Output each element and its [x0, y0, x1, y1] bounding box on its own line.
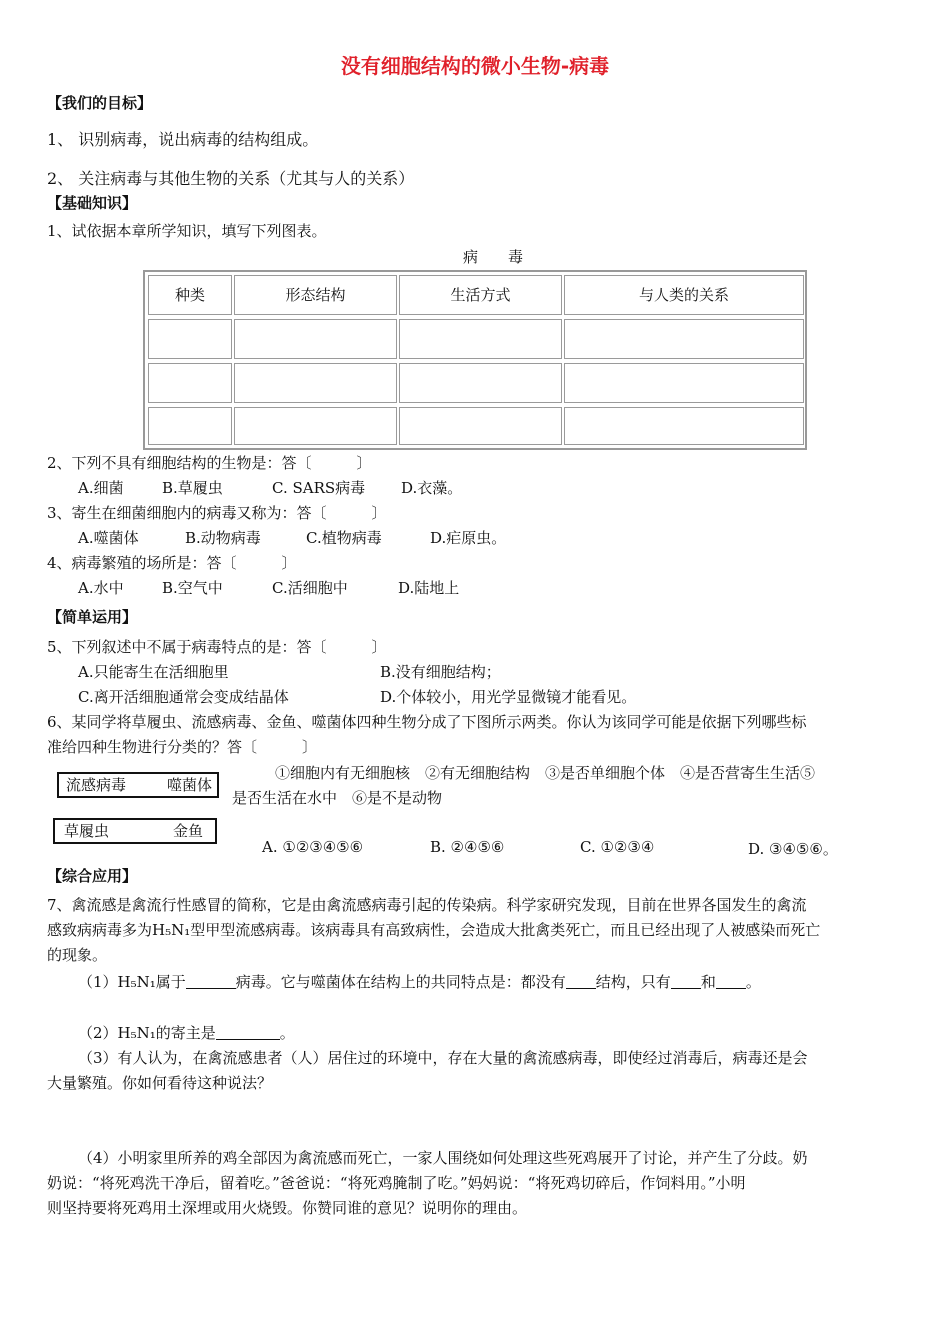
q3-option-c[interactable]: C.植物病毒 — [306, 529, 382, 547]
q6-option-c[interactable]: C. ①②③④ — [580, 838, 655, 856]
table-cell[interactable] — [234, 407, 397, 445]
q5-option-c[interactable]: C.离开活细胞通常会变成结晶体 — [78, 688, 289, 706]
classification-box-viruses — [57, 772, 219, 798]
q6-stem-line1: 6、某同学将草履虫、流感病毒、金鱼、噬菌体四种生物分成了下图所示两类。你认为该同学可能是依据下列哪些标 — [47, 713, 807, 731]
section-simple-heading: 【简单运用】 — [47, 608, 138, 626]
q5-stem: 5、下列叙述中不属于病毒特点的是：答〔 〕 — [47, 638, 387, 656]
box-label-goldfish: 金鱼 — [173, 822, 204, 840]
q4-option-b[interactable]: B.空气中 — [162, 579, 223, 597]
answer-blank-virus-type[interactable] — [186, 974, 236, 989]
q6-option-b[interactable]: B. ②④⑤⑥ — [430, 838, 505, 856]
q3-stem: 3、寄生在细菌细胞内的病毒又称为：答〔 〕 — [47, 504, 387, 522]
q6-criteria-line1: ①细胞内有无细胞核 ②有无细胞结构 ③是否单细胞个体 ④是否营寄生生活⑤ — [275, 764, 816, 782]
table-cell[interactable] — [148, 319, 232, 359]
q5-option-d[interactable]: D.个体较小，用光学显微镜才能看见。 — [380, 688, 637, 706]
table-header-structure: 形态结构 — [234, 275, 397, 315]
table-caption: 病 毒 — [463, 248, 524, 266]
q7-sub1 — [78, 971, 761, 992]
q7-intro-line3: 的现象。 — [47, 946, 108, 964]
q6-option-a[interactable]: A. ①②③④⑤⑥ — [262, 838, 364, 856]
box-label-phage: 噬菌体 — [167, 776, 213, 794]
table-cell[interactable] — [148, 363, 232, 403]
section-basic-heading: 【基础知识】 — [47, 194, 138, 212]
q7-sub4-line3: 则坚持要将死鸡用土深埋或用火烧毁。你赞同谁的意见？说明你的理由。 — [47, 1199, 528, 1217]
q3-option-a[interactable]: A.噬菌体 — [78, 529, 139, 547]
q6-option-d[interactable]: D. ③④⑤⑥。 — [748, 840, 838, 858]
table-cell[interactable] — [148, 407, 232, 445]
q7-sub4-line1: （4）小明家里所养的鸡全部因为禽流感而死亡，一家人围绕如何处理这些死鸡展开了讨论，并产生了分歧。奶 — [78, 1149, 808, 1167]
classification-box-animals — [53, 818, 217, 844]
q2-option-a[interactable]: A.细菌 — [78, 479, 124, 497]
q7-intro-line2: 感致病病毒多为H₅N₁型甲型流感病毒。该病毒具有高致病性，会造成大批禽类死亡，而且已经出现了人被感染而死亡 — [47, 921, 821, 939]
table-cell[interactable] — [234, 363, 397, 403]
virus-table — [143, 270, 807, 450]
q7-sub3-line2: 大量繁殖。你如何看待这种说法？ — [47, 1074, 273, 1092]
q7-sub1-text-c: 结构，只有 — [595, 973, 671, 991]
answer-blank-structure[interactable] — [566, 974, 596, 989]
section-comprehensive-heading: 【综合应用】 — [47, 867, 138, 885]
q6-stem-line2: 准给四种生物进行分类的？答〔 〕 — [47, 738, 318, 756]
table-cell[interactable] — [399, 407, 562, 445]
table-cell[interactable] — [564, 319, 804, 359]
answer-blank-host[interactable] — [216, 1025, 280, 1040]
q2-option-d[interactable]: D.衣藻。 — [401, 479, 463, 497]
q7-sub4-line2: 奶说：“将死鸡洗干净后，留着吃。”爸爸说：“将死鸡腌制了吃。”妈妈说：“将死鸡切碎后，作饲料用。”小明 — [47, 1174, 746, 1192]
section-goals-heading: 【我们的目标】 — [47, 94, 153, 112]
box-label-flu-virus: 流感病毒 — [66, 776, 127, 794]
table-cell[interactable] — [564, 363, 804, 403]
table-cell[interactable] — [399, 319, 562, 359]
table-cell[interactable] — [234, 319, 397, 359]
q5-option-b[interactable]: B.没有细胞结构； — [380, 663, 501, 681]
q1-text: 1、试依据本章所学知识，填写下列图表。 — [47, 222, 327, 240]
q2-option-b[interactable]: B.草履虫 — [162, 479, 223, 497]
table-cell[interactable] — [399, 363, 562, 403]
q5-option-a[interactable]: A.只能寄生在活细胞里 — [78, 663, 229, 681]
table-cell[interactable] — [564, 407, 804, 445]
q7-sub2-text-b: 。 — [279, 1024, 295, 1042]
q4-stem: 4、病毒繁殖的场所是：答〔 〕 — [47, 554, 297, 572]
q7-sub2-text-a: （2）H₅N₁的寄主是 — [78, 1024, 216, 1042]
q7-sub1-text-b: 病毒。它与噬菌体在结构上的共同特点是：都没有 — [235, 973, 566, 991]
goal-item-1: 1、 识别病毒，说出病毒的结构组成。 — [47, 130, 319, 149]
q7-intro-line1: 7、禽流感是禽流行性感冒的简称，它是由禽流感病毒引起的传染病。科学家研究发现，目前在世界各国发生的禽流 — [47, 896, 807, 914]
q4-option-a[interactable]: A.水中 — [78, 579, 124, 597]
answer-blank-part2[interactable] — [716, 974, 746, 989]
table-header-type: 种类 — [148, 275, 232, 315]
q2-stem: 2、下列不具有细胞结构的生物是：答〔 〕 — [47, 454, 372, 472]
q4-option-d[interactable]: D.陆地上 — [398, 579, 460, 597]
q6-criteria-line2: 是否生活在水中 ⑥是不是动物 — [232, 789, 443, 807]
q7-sub1-text-e: 。 — [745, 973, 761, 991]
q4-option-c[interactable]: C.活细胞中 — [272, 579, 348, 597]
table-header-lifestyle: 生活方式 — [399, 275, 562, 315]
table-header-relation: 与人类的关系 — [564, 275, 804, 315]
goal-item-2: 2、 关注病毒与其他生物的关系（尤其与人的关系） — [47, 169, 415, 188]
box-label-paramecium: 草履虫 — [64, 822, 110, 840]
q2-option-c[interactable]: C. SARS病毒 — [272, 479, 366, 497]
q7-sub2 — [78, 1022, 295, 1043]
q3-option-b[interactable]: B.动物病毒 — [185, 529, 261, 547]
q3-option-d[interactable]: D.疟原虫。 — [430, 529, 507, 547]
q7-sub3-line1: （3）有人认为，在禽流感患者（人）居住过的环境中，存在大量的禽流感病毒，即使经过消毒后，病毒还是会 — [78, 1049, 808, 1067]
q7-sub1-text-a: （1）H₅N₁属于 — [78, 973, 186, 991]
page-title: 没有细胞结构的微小生物-病毒 — [340, 54, 610, 78]
q7-sub1-text-d: 和 — [700, 973, 716, 991]
answer-blank-part1[interactable] — [671, 974, 701, 989]
